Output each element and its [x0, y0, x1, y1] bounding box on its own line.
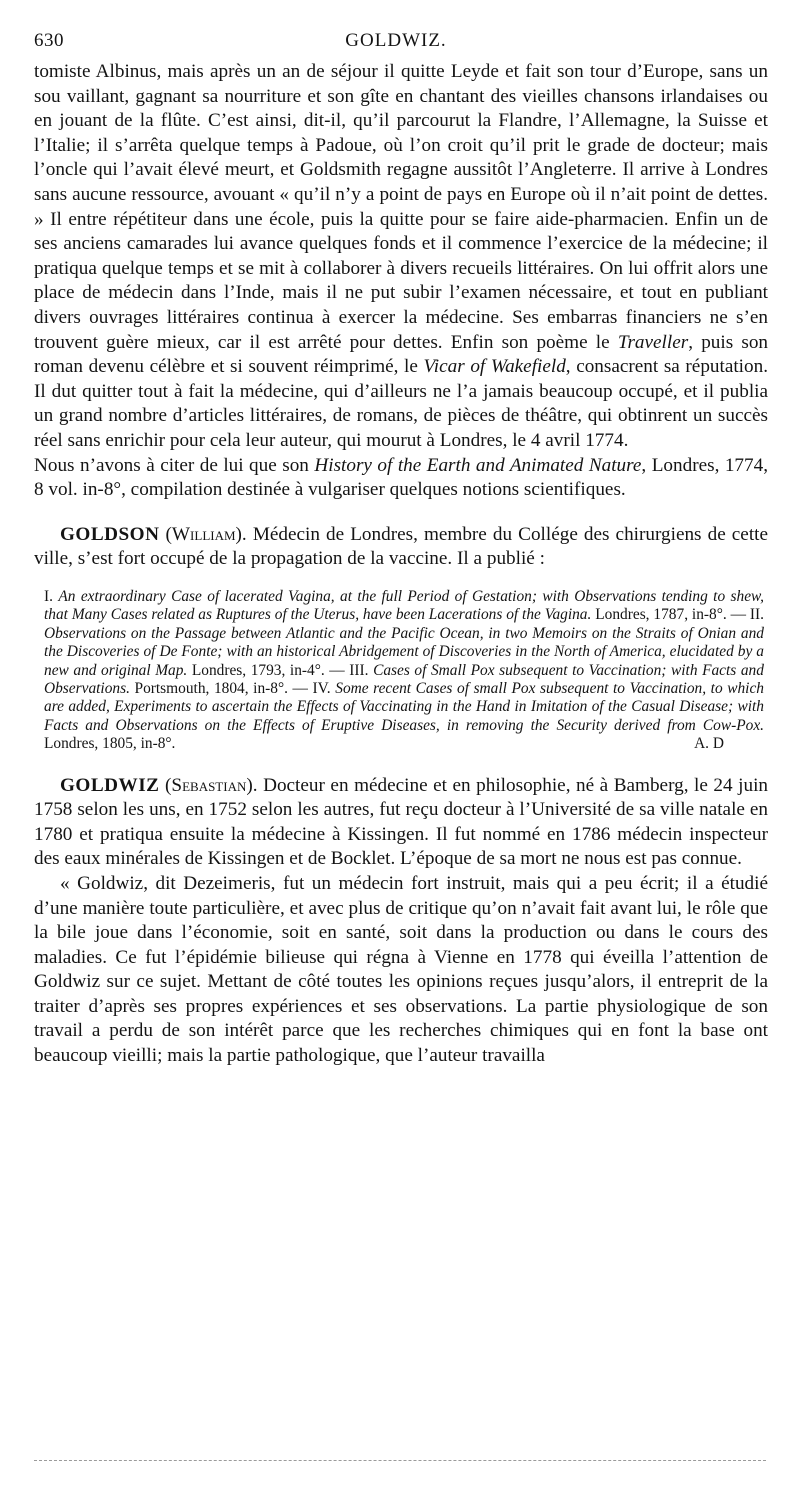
given-name-goldson: (William). [165, 523, 247, 545]
goldwiz-text: Docteur en médecine et en philosophie, né à Bamberg, le 24 juin 1758 selon les uns, en 1752 selon les autres, fut reçu docteur à l’Université de sa ville natale en 1780 et pratiqua ensuite la médecine à Kissingen. Il fut nommé en 1786 médecin inspecteur des eaux minérales de Kissingen et de Bocklet. L’époque de sa mort ne nous est pas connue. [34, 774, 769, 870]
running-title: GOLDWIZ. [345, 30, 447, 51]
goldsmith-text-2: , puis son roman devenu célèbre et si souvent réimprimé, le [34, 331, 769, 378]
author-signature: A. D [694, 735, 724, 753]
spacer [34, 503, 768, 523]
bib-item-2-title: Observations on the Passage between Atlantic and the Pacific Ocean, in two Memoirs on the Straits of Onian and the Discoveries of De Fonte; with an historical Abridgement of Discoveries in the North of America, elucidated by a new and original Map. [44, 624, 764, 679]
bib-item-3-number: III. [349, 661, 369, 679]
bib-item-2-number: II. [749, 606, 764, 624]
goldsmith-work-traveller: Traveller [617, 331, 689, 353]
headword-goldson: GOLDSON [60, 523, 160, 545]
bib-item-1-title: An extraordinary Case of lacerated Vagina, at the full Period of Gestation; with Observations tending to shew, that Many Cases related as Ruptures of the Uterus, have been Lacerations of the Vagina. [44, 587, 764, 624]
given-name-goldwiz: (Sebastian). [165, 774, 258, 796]
footer-rule [34, 1460, 766, 1461]
page-number: 630 [34, 30, 64, 51]
goldson-bibliography [34, 588, 768, 754]
goldson-text: Médecin de Londres, membre du Collége des chirurgiens de cette ville, s’est fort occupé de la propagation de la vaccine. Il a publié : [34, 523, 768, 570]
bib-item-3-title: Cases of Small Pox subsequent to Vaccination; with Facts and Observations. [44, 661, 764, 697]
goldsmith-work-vicar: Vicar of Wakefield [423, 356, 566, 378]
bib-item-4-number: IV. [312, 679, 331, 697]
spacer [34, 572, 768, 588]
bib-item-4-imprint: Londres, 1805, in-8°. [44, 735, 176, 753]
goldsmith-closing [34, 454, 768, 503]
goldsmith-closing-text-2: , Londres, 1774, 8 vol. in-8°, compilation destinée à vulgariser quelques notions scientifiques. [34, 454, 769, 501]
bib-item-1-number: I. [44, 587, 53, 605]
goldwiz-entry [34, 774, 768, 872]
goldsmith-closing-text: Nous n’avons à citer de lui que son [34, 454, 309, 476]
bib-item-4-title: Some recent Cases of small Pox subsequent to Vaccination, to which are added, Experiments to ascertain the Effects of Vaccinating in the Hand in Imitation of the Casual Disease; with Facts and Observations on the Effects of Eruptive Diseases, in removing the Security derived from Cow-Pox. [44, 679, 764, 734]
goldsmith-work-history: History of the Earth and Animated Nature [314, 454, 642, 476]
running-head [34, 30, 768, 60]
bib-item-1-imprint: Londres, 1787, in-8°. — [595, 606, 746, 624]
goldsmith-text: tomiste Albinus, mais après un an de séjour il quitte Leyde et fait son tour d’Europe, sans un sou vaillant, gagnant sa nourriture et son gîte en chantant des vieilles chansons irlandaises ou en jouant de la flûte. C’est ainsi, dit-il, qu’il parcourut la Flandre, l’Allemagne, la Suisse et l’Italie; il s’arrêta quelque temps à Padoue, où l’on croit qu’il prit le grade de docteur; mais l’oncle qui l’avait élevé meurt, et Goldsmith regagne aussitôt l’Angleterre. Il arrive à Londres sans aucune ressource, avouant « qu’il n’y a point de pays en Europe où il n’ait point de dettes. » Il entre répétiteur dans une école, puis la quitte pour se faire aide-pharmacien. Enfin un de ses anciens camarades lui avance quelques fonds et il commence l’exercice de la médecine; il pratiqua quelque temps et se mit à collaborer à divers recueils littéraires. On lui offrit alors une place de médecin dans l’Inde, mais il ne put subir l’examen nécessaire, et tout en publiant divers ouvrages littéraires continua à exercer la médecine. Ses embarras financiers ne s’en trouvent guère mieux, car il est arrêté pour dettes. Enfin son poème le [34, 61, 768, 353]
bib-item-2-imprint: Londres, 1793, in-4°. — [191, 661, 345, 679]
goldsmith-entry-continuation [34, 60, 768, 454]
goldwiz-quote: « Goldwiz, dit Dezeimeris, fut un médecin fort instruit, mais qui a peu écrit; il a étudié d’une manière toute particulière, et avec plus de critique qu’on n’avait fait avant lui, le rôle que la bile joue dans l’économie, soit en santé, soit dans la production ou dans le cours des maladies. Ce fut l’épidémie bilieuse qui régna à Vienne en 1778 qui éveilla l’attention de Goldwiz sur ce sujet. Mettant de côté toutes les opinions reçues jusqu’alors, il entreprit de la traiter d’après ses propres expériences et ses observations. La partie physiologique de son travail a perdu de son intérêt parce que les recherches chimiques qui en font la base ont beaucoup vieilli; mais la partie pathologique, que l’auteur travailla [34, 872, 768, 1067]
headword-goldwiz: GOLDWIZ [60, 774, 160, 796]
bibliography-paragraph [44, 588, 764, 754]
goldsmith-text-3: , consacrent sa réputation. Il dut quitter tout à fait la médecine, qui d’ailleurs ne l’a jamais beaucoup occupé, et il publia un grand nombre d’articles littéraires, de romans, de pièces de théâtre, qui obtinrent un succès réel sans enrichir pour cela leur auteur, qui mourut à Londres, le 4 avril 1774. [34, 356, 768, 451]
bib-item-3-imprint: Portsmouth, 1804, in-8°. — [134, 679, 308, 697]
spacer [34, 754, 768, 774]
goldson-entry [34, 523, 768, 572]
